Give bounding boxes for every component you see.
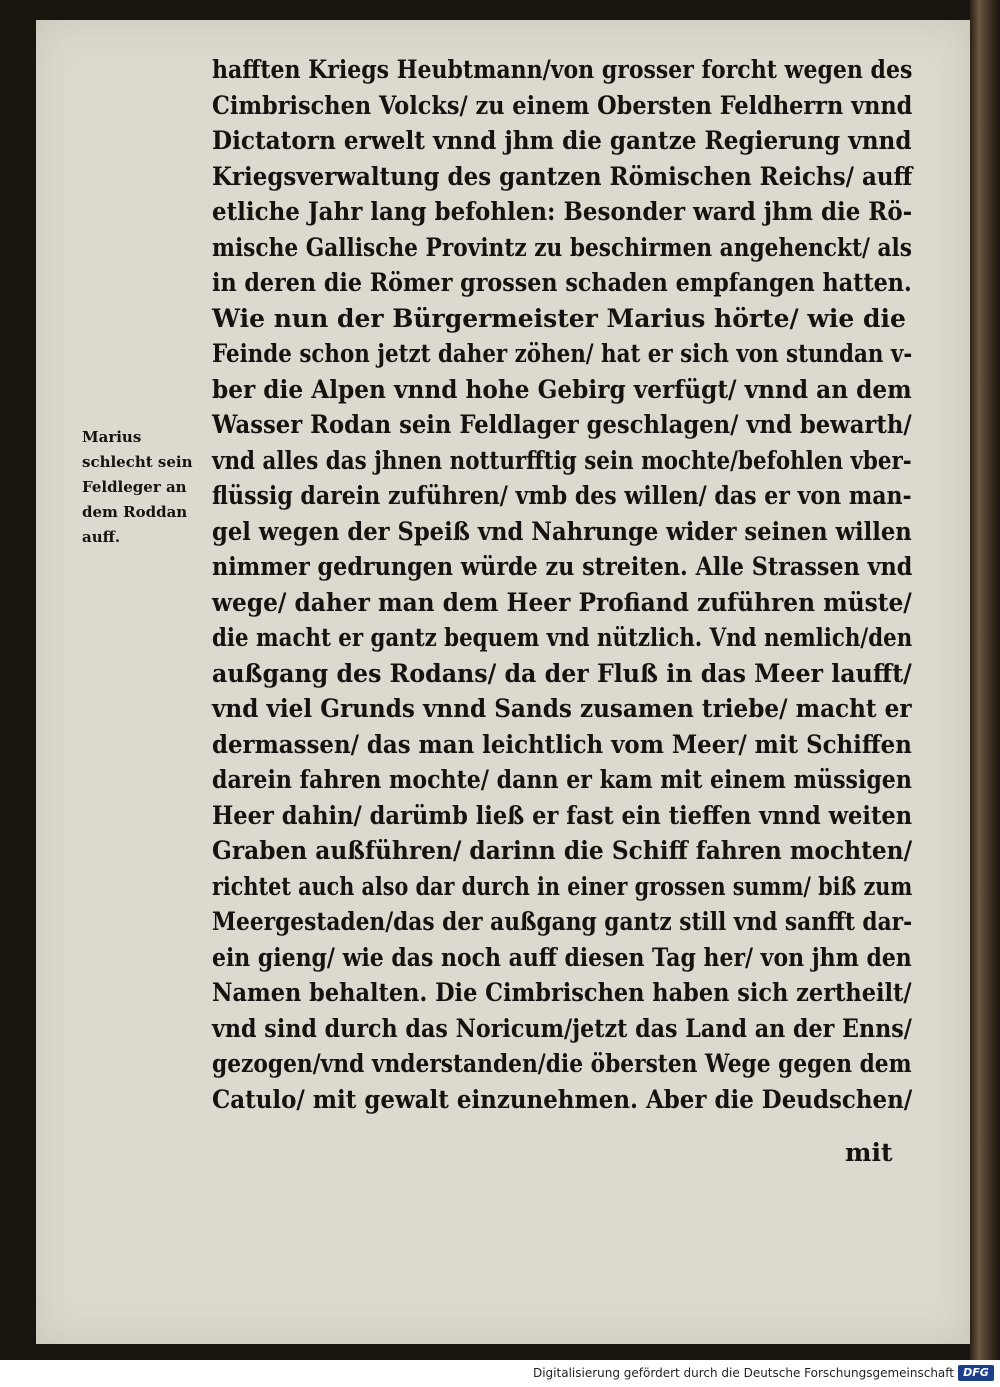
- marginal-line: dem Roddan: [82, 503, 188, 521]
- text-line: gel wegen der Speiß vnd Nahrunge wider seinen willen: [212, 516, 912, 546]
- text-line: Feinde schon jetzt daher zöhen/ hat er sich von stundan v-: [212, 339, 913, 368]
- book-edge: [970, 0, 1000, 1360]
- text-line: vnd sind durch das Noricum/jetzt das Land an der Enns/: [212, 1013, 912, 1043]
- text-line: ber die Alpen vnnd hohe Gebirg verfügt/ vnnd an dem: [212, 374, 912, 404]
- text-line: vnd viel Grunds vnnd Sands zusamen triebe/ macht er: [212, 694, 912, 723]
- text-line: Namen behalten. Die Cimbrischen haben sich zertheilt/: [212, 978, 912, 1007]
- text-line: in deren die Römer grossen schaden empfangen hatten.: [212, 268, 912, 297]
- text-line: wege/ daher man dem Heer Profiand zuführen müste/: [212, 587, 912, 617]
- funding-credit: Digitalisierung gefördert durch die Deutsche Forschungsgemeinschaft: [532, 1366, 954, 1380]
- text-line: Catulo/ mit gewalt einzunehmen. Aber die Deudschen/: [212, 1084, 913, 1114]
- text-line: flüssig darein zuführen/ vmb des willen/ das er von man-: [212, 481, 912, 510]
- text-line: mische Gallische Provintz zu beschirmen angehenckt/ als: [212, 232, 913, 262]
- text-line: Heer dahin/ darümb ließ er fast ein tieffen vnnd weiten: [212, 800, 913, 830]
- text-line: die macht er gantz bequem vnd nützlich. Vnd nemlich/den: [212, 623, 913, 652]
- marginal-line: Marius: [82, 428, 142, 446]
- marginal-line: Feldleger an: [82, 478, 187, 496]
- text-line: Wasser Rodan sein Feldlager geschlagen/ vnd bewarth/: [212, 410, 912, 439]
- text-line: Graben außführen/ darinn die Schiff fahren mochten/: [212, 836, 913, 865]
- text-line: hafften Kriegs Heubtmann/von grosser forcht wegen des: [212, 55, 913, 84]
- text-line: Cimbrischen Volcks/ zu einem Obersten Feldherrn vnnd: [212, 90, 913, 120]
- dfg-logo: DFG: [958, 1365, 994, 1381]
- marginal-line: auff.: [82, 528, 121, 546]
- text-line: Kriegsverwaltung des gantzen Römischen Reichs/ auff: [212, 161, 913, 191]
- text-line: etliche Jahr lang befohlen: Besonder ward jhm die Rö-: [212, 197, 913, 226]
- text-line: Meergestaden/das der außgang gantz still vnd sanfft dar-: [212, 907, 913, 936]
- marginal-note: [82, 425, 212, 550]
- marginal-line: schlecht sein: [82, 453, 193, 471]
- text-line: Dictatorn erwelt vnnd jhm die gantze Regierung vnnd: [212, 126, 912, 155]
- footer-bar: [0, 1360, 1000, 1387]
- catchword: mit: [845, 1138, 893, 1167]
- text-line: darein fahren mochte/ dann er kam mit einem müssigen: [212, 765, 912, 794]
- text-line: richtet auch also dar durch in einer grossen summ/ biß zum: [212, 871, 913, 901]
- text-line: Wie nun der Bürgermeister Marius hörte/ wie die: [212, 303, 906, 333]
- text-line: dermassen/ das man leichtlich vom Meer/ mit Schiffen: [212, 729, 912, 759]
- body-text: [212, 52, 912, 1117]
- text-line: gezogen/vnd vnderstanden/die öbersten Wege gegen dem: [212, 1049, 912, 1078]
- text-line: ein gieng/ wie das noch auff diesen Tag her/ von jhm den: [212, 942, 912, 972]
- text-line: vnd alles das jhnen notturfftig sein mochte/befohlen vber-: [212, 445, 912, 475]
- text-line: außgang des Rodans/ da der Fluß in das Meer laufft/: [212, 658, 912, 688]
- text-line: nimmer gedrungen würde zu streiten. Alle Strassen vnd: [212, 552, 913, 581]
